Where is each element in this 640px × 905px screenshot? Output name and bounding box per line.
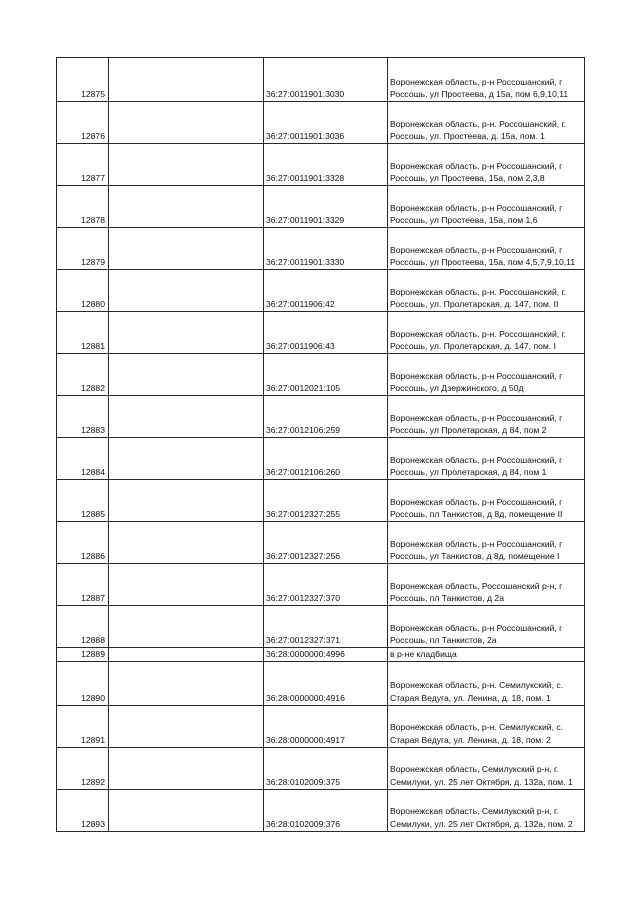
- address-cell: Воронежская область, р-н. Россошанский, г. Россошь, ул. Пролетарская, д. 147, пом. I: [388, 312, 585, 354]
- table-row: [57, 661, 585, 705]
- row-number: 12875: [57, 58, 109, 102]
- cadastral-number: 36:27:0012327:255: [264, 480, 388, 522]
- cadastral-number: 36:27:0011901:3328: [264, 144, 388, 186]
- owner-cell: [109, 564, 264, 606]
- table-row: [57, 186, 585, 228]
- row-number: 12893: [57, 789, 109, 831]
- address-cell: Воронежская область, Семилукский р-н, г. Семилуки, ул. 25 лет Октября, д. 132а, пом. 1: [388, 747, 585, 789]
- table-row: [57, 144, 585, 186]
- cadastral-number: 36:28:0102009:376: [264, 789, 388, 831]
- row-number: 12879: [57, 228, 109, 270]
- row-number: 12885: [57, 480, 109, 522]
- row-number: 12880: [57, 270, 109, 312]
- table-row: [57, 438, 585, 480]
- table-row: [57, 789, 585, 831]
- row-number: 12877: [57, 144, 109, 186]
- cadastral-number: 36:27:0011906:42: [264, 270, 388, 312]
- address-cell: Воронежская область, р-н Россошанский, г Россошь, ул Простеева, 15а, пом 4,5,7,9,10,11: [388, 228, 585, 270]
- cadastral-number: 36:27:0012327:370: [264, 564, 388, 606]
- cadastral-number: 36:27:0012021:105: [264, 354, 388, 396]
- address-cell: Воронежская область, р-н Россошанский, г Россошь, ул Пролетарская, д 84, пом 2: [388, 396, 585, 438]
- owner-cell: [109, 58, 264, 102]
- row-number: 12882: [57, 354, 109, 396]
- owner-cell: [109, 228, 264, 270]
- owner-cell: [109, 606, 264, 648]
- table-row: [57, 396, 585, 438]
- address-cell: Воронежская область, р-н. Семилукский, с. Старая Ведуга, ул. Ленина, д. 18, пом. 2: [388, 705, 585, 747]
- owner-cell: [109, 648, 264, 662]
- cadastral-number: 36:27:0012106:260: [264, 438, 388, 480]
- address-cell: Воронежская область, р-н Россошанский, г Россошь, ул Пролетарская, д 84, пом 1: [388, 438, 585, 480]
- table-row: [57, 480, 585, 522]
- table-row: [57, 606, 585, 648]
- table-row: [57, 564, 585, 606]
- owner-cell: [109, 661, 264, 705]
- address-cell: Воронежская область, р-н Россошанский, г Россошь, пл Танкистов, 2а: [388, 606, 585, 648]
- cadastral-number: 36:28:0000000:4996: [264, 648, 388, 662]
- row-number: 12876: [57, 102, 109, 144]
- cadastral-number: 36:28:0102009:375: [264, 747, 388, 789]
- owner-cell: [109, 144, 264, 186]
- cadastral-number: 36:28:0000000:4916: [264, 661, 388, 705]
- address-cell: Воронежская область, р-н Россошанский, г Россошь, ул Простеева, д 15а, пом 6,9,10,11: [388, 58, 585, 102]
- row-number: 12890: [57, 661, 109, 705]
- table-row: [57, 228, 585, 270]
- table-row: [57, 270, 585, 312]
- owner-cell: [109, 186, 264, 228]
- row-number: 12889: [57, 648, 109, 662]
- row-number: 12892: [57, 747, 109, 789]
- address-cell: Воронежская область, р-н. Россошанский, г. Россошь, ул. Пролетарская, д. 147, пом. II: [388, 270, 585, 312]
- table-row: [57, 522, 585, 564]
- cadastral-number: 36:27:0012327:256: [264, 522, 388, 564]
- owner-cell: [109, 102, 264, 144]
- owner-cell: [109, 747, 264, 789]
- owner-cell: [109, 270, 264, 312]
- address-cell: в р-не кладбища: [388, 648, 585, 662]
- owner-cell: [109, 480, 264, 522]
- owner-cell: [109, 705, 264, 747]
- cadastral-number: 36:27:0011901:3329: [264, 186, 388, 228]
- row-number: 12886: [57, 522, 109, 564]
- address-cell: Воронежская область, р-н. Россошанский, г. Россошь, ул. Простеева, д. 15а, пом. 1: [388, 102, 585, 144]
- table-row: [57, 705, 585, 747]
- owner-cell: [109, 312, 264, 354]
- row-number: 12878: [57, 186, 109, 228]
- owner-cell: [109, 354, 264, 396]
- address-cell: Воронежская область, р-н Россошанский, г Россошь, пл Танкистов, д 8д, помещение II: [388, 480, 585, 522]
- table-row: [57, 102, 585, 144]
- table-row: [57, 58, 585, 102]
- cadastral-number: 36:27:0011901:3036: [264, 102, 388, 144]
- address-cell: Воронежская область, Россошанский р-н, г Россошь, пл Танкистов, д 2а: [388, 564, 585, 606]
- cadastral-number: 36:27:0012327:371: [264, 606, 388, 648]
- table-row: [57, 354, 585, 396]
- table-row: [57, 747, 585, 789]
- row-number: 12883: [57, 396, 109, 438]
- cadastral-number: 36:27:0011901:3330: [264, 228, 388, 270]
- table-body: [57, 58, 585, 832]
- row-number: 12881: [57, 312, 109, 354]
- property-table: [56, 57, 585, 832]
- address-cell: Воронежская область, р-н Россошанский, г Россошь, ул Простеева, 15а, пом 1,6: [388, 186, 585, 228]
- address-cell: Воронежская область, р-н Россошанский, г Россошь, ул Простеева, 15а, пом 2,3,8: [388, 144, 585, 186]
- cadastral-number: 36:27:0012106:259: [264, 396, 388, 438]
- address-cell: Воронежская область, р-н. Семилукский, с. Старая Ведуга, ул. Ленина, д. 18, пом. 1: [388, 661, 585, 705]
- address-cell: Воронежская область, р-н Россошанский, г Россошь, ул Танкистов, д 8д, помещение I: [388, 522, 585, 564]
- row-number: 12887: [57, 564, 109, 606]
- address-cell: Воронежская область, р-н Россошанский, г Россошь, ул Дзержинского, д 50д: [388, 354, 585, 396]
- cadastral-number: 36:27:0011906:43: [264, 312, 388, 354]
- table-row: [57, 648, 585, 662]
- table-row: [57, 312, 585, 354]
- row-number: 12891: [57, 705, 109, 747]
- owner-cell: [109, 789, 264, 831]
- row-number: 12888: [57, 606, 109, 648]
- owner-cell: [109, 438, 264, 480]
- cadastral-number: 36:28:0000000:4917: [264, 705, 388, 747]
- row-number: 12884: [57, 438, 109, 480]
- address-cell: Воронежская область, Семилукский р-н, г. Семилуки, ул. 25 лет Октября, д. 132а, пом. 2: [388, 789, 585, 831]
- owner-cell: [109, 522, 264, 564]
- cadastral-number: 36:27:0011901:3030: [264, 58, 388, 102]
- owner-cell: [109, 396, 264, 438]
